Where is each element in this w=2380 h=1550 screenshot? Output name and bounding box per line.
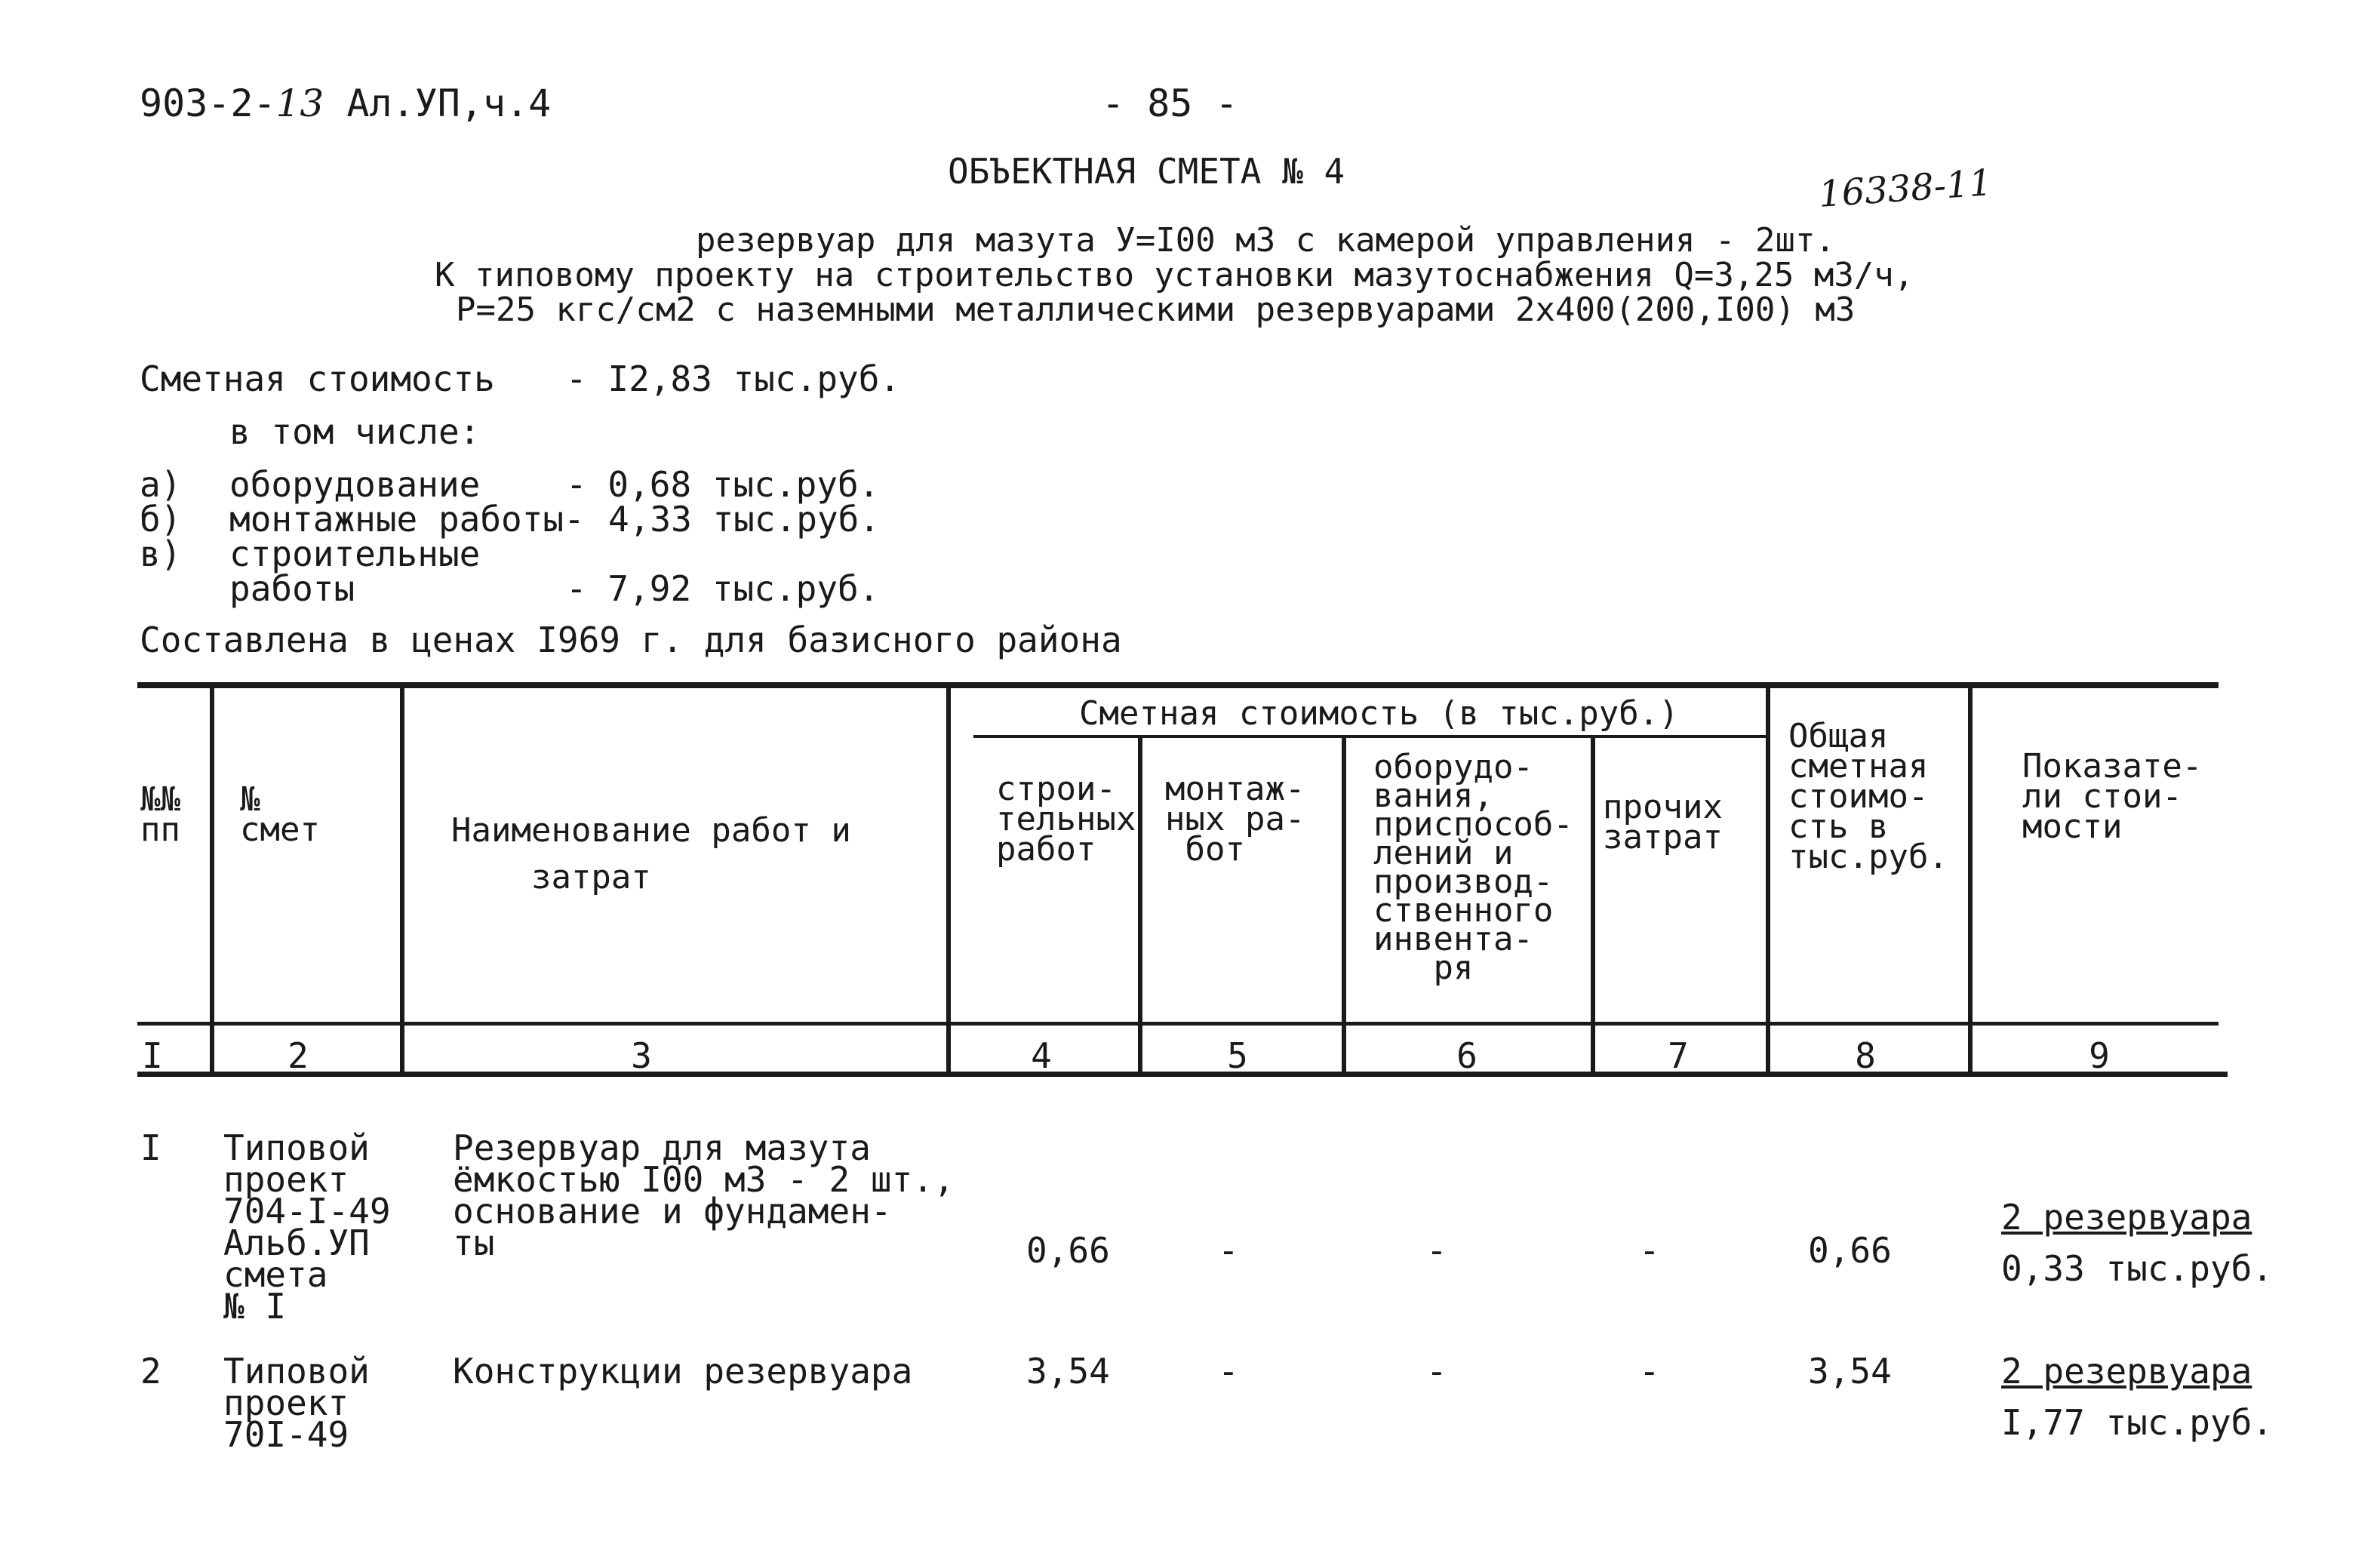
- col-divider-6: [1591, 737, 1595, 1075]
- row-1-estimate: Типовой проект 704-I-49 Альб.УП смета № I: [223, 1127, 391, 1327]
- header-other: прочих затрат: [1603, 788, 1723, 856]
- item-a-marker: а): [140, 464, 182, 505]
- row-2-total: 3,54: [1808, 1351, 1892, 1392]
- row-1-equipment: -: [1426, 1230, 1447, 1271]
- prices-note: Составлена в ценах I969 г. для базисного района: [140, 620, 1122, 660]
- row-1-other: -: [1639, 1230, 1660, 1271]
- col-divider-2: [400, 684, 404, 1075]
- item-c-label: строительные: [229, 534, 481, 574]
- col-divider-1: [210, 684, 214, 1075]
- header-estimate: № смет: [240, 780, 320, 849]
- table-top-rule: [137, 682, 2219, 688]
- header-total: Общая сметная стоимо- сть в тыс.руб.: [1788, 717, 1948, 876]
- document-code-prefix: 903-2-: [140, 81, 276, 125]
- column-number-3: 3: [631, 1035, 652, 1076]
- subtitle-line-2: К типовому проекту на строительство установки мазутоснабжения Q=3,25 м3/ч,: [435, 256, 1914, 294]
- header-bottom-rule: [137, 1022, 2219, 1026]
- header-equipment: оборудо- вания, приспособ- лений и производ- ственного инвента- ря: [1373, 748, 1573, 987]
- row-1-total: 0,66: [1808, 1230, 1892, 1271]
- row-2-num: 2: [140, 1351, 161, 1392]
- column-number-5: 5: [1227, 1035, 1248, 1076]
- row-1-installation: -: [1218, 1230, 1239, 1271]
- column-number-2: 2: [288, 1035, 309, 1076]
- row-2-name: Конструкции резервуара: [453, 1351, 913, 1392]
- document-code-handwritten: 13: [275, 81, 324, 125]
- item-b-value: 4,33 тыс.руб.: [608, 499, 881, 540]
- column-number-7: 7: [1668, 1035, 1689, 1076]
- subtitle-line-1: резервуар для мазута У=I00 м3 с камерой управления - 2шт.: [696, 221, 1835, 260]
- cost-label: Сметная стоимость: [140, 358, 495, 399]
- row-2-other: -: [1639, 1351, 1660, 1392]
- item-b-marker: б): [140, 499, 182, 540]
- item-b-label: монтажные работы-: [229, 499, 585, 540]
- item-a-value: - 0,68 тыс.руб.: [566, 464, 880, 505]
- header-installation: монтаж- ных ра- бот: [1165, 770, 1305, 869]
- header-construction: строи- тельных работ: [996, 770, 1136, 869]
- column-number-6: 6: [1456, 1035, 1478, 1076]
- item-c-label2: работы: [229, 568, 355, 609]
- column-number-1: I: [142, 1035, 163, 1076]
- column-number-rule: [137, 1072, 2228, 1077]
- item-c-marker: в): [140, 534, 182, 574]
- column-number-4: 4: [1031, 1035, 1052, 1076]
- row-1-indicator-bottom: 0,33 тыс.руб.: [2001, 1248, 2274, 1289]
- row-2-construction: 3,54: [1026, 1351, 1110, 1392]
- document-code: [140, 81, 551, 125]
- subtitle-line-3: Р=25 кгс/см2 с наземными металлическими резервуарами 2х400(200,I00) м3: [456, 291, 1856, 329]
- cost-value: - I2,83 тыс.руб.: [566, 358, 901, 399]
- handwritten-note: 16338-11: [1817, 161, 1994, 216]
- including-label: в том числе:: [229, 411, 481, 452]
- row-2-indicator-top: 2 резервуара: [2001, 1351, 2252, 1392]
- row-1-name: Резервуар для мазута ёмкостью I00 м3 - 2 шт., основание и фундамен- ты: [453, 1127, 955, 1263]
- header-num: №№ пп: [140, 780, 180, 849]
- col-divider-4: [1138, 737, 1142, 1075]
- row-1-indicator-top: 2 резервуара: [2001, 1197, 2252, 1238]
- column-number-9: 9: [2089, 1035, 2110, 1076]
- row-1-num: I: [140, 1127, 161, 1168]
- col-divider-7: [1766, 684, 1770, 1075]
- item-c-value: - 7,92 тыс.руб.: [566, 568, 880, 609]
- group-header: Сметная стоимость (в тыс.руб.): [1079, 694, 1679, 733]
- row-2-equipment: -: [1426, 1351, 1447, 1392]
- col-divider-5: [1342, 737, 1346, 1075]
- header-name: Наименование работ и затрат: [451, 811, 851, 896]
- row-2-estimate: Типовой проект 70I-49: [223, 1351, 370, 1455]
- page-title: ОБЪЕКТНАЯ СМЕТА № 4: [948, 151, 1345, 192]
- col-divider-3: [946, 684, 951, 1075]
- page-number: - 85 -: [1102, 81, 1238, 125]
- column-number-8: 8: [1855, 1035, 1876, 1076]
- row-2-installation: -: [1218, 1351, 1239, 1392]
- row-2-indicator-bottom: I,77 тыс.руб.: [2001, 1402, 2274, 1443]
- col-divider-8: [1968, 684, 1973, 1075]
- document-code-suffix: Ал.УП,ч.4: [324, 81, 552, 125]
- row-1-construction: 0,66: [1026, 1230, 1110, 1271]
- header-indicators: Показате- ли стои- мости: [2022, 747, 2203, 846]
- group-header-rule: [973, 735, 1767, 738]
- item-a-label: оборудование: [229, 464, 481, 505]
